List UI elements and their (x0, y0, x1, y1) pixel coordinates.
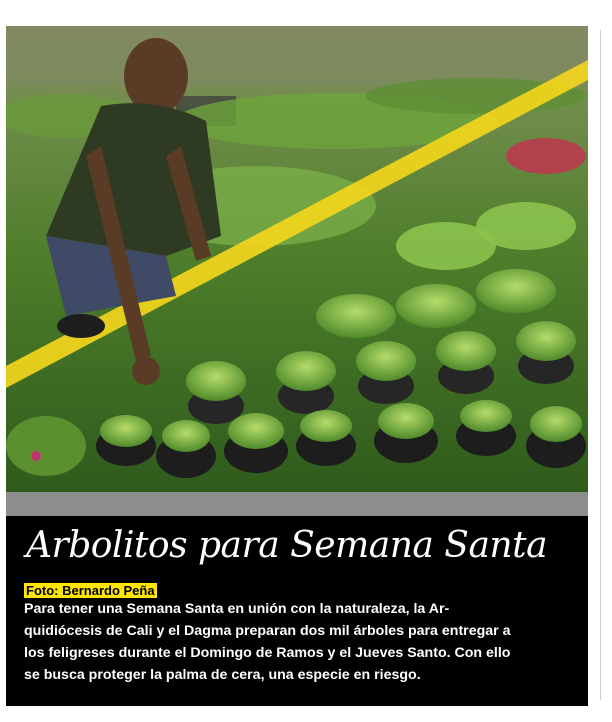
nursery-photo (6, 26, 588, 492)
article-headline: Arbolitos para Semana Santa (26, 525, 548, 566)
background-foliage (6, 26, 588, 86)
head (124, 38, 188, 114)
caption-box (6, 516, 588, 706)
body-line-2: quidiócesis de Cali y el Dagma preparan dos mil árboles para entregar a (24, 623, 511, 639)
shoe (57, 314, 105, 338)
body-line-1: Para tener una Semana Santa en unión con la naturaleza, la Ar- (24, 601, 450, 617)
photo-illustration (6, 26, 588, 492)
photo-bottom-strip (6, 492, 588, 516)
photo-credit: Foto: Bernardo Peña (26, 583, 155, 598)
column-rule (600, 30, 601, 700)
body-line-4: se busca proteger la palma de cera, una especie en riesgo. (24, 667, 421, 683)
body-line-3: los feligreses durante el Domingo de Ramos y el Jueves Santo. Con ello (24, 645, 511, 661)
hand (132, 357, 160, 385)
